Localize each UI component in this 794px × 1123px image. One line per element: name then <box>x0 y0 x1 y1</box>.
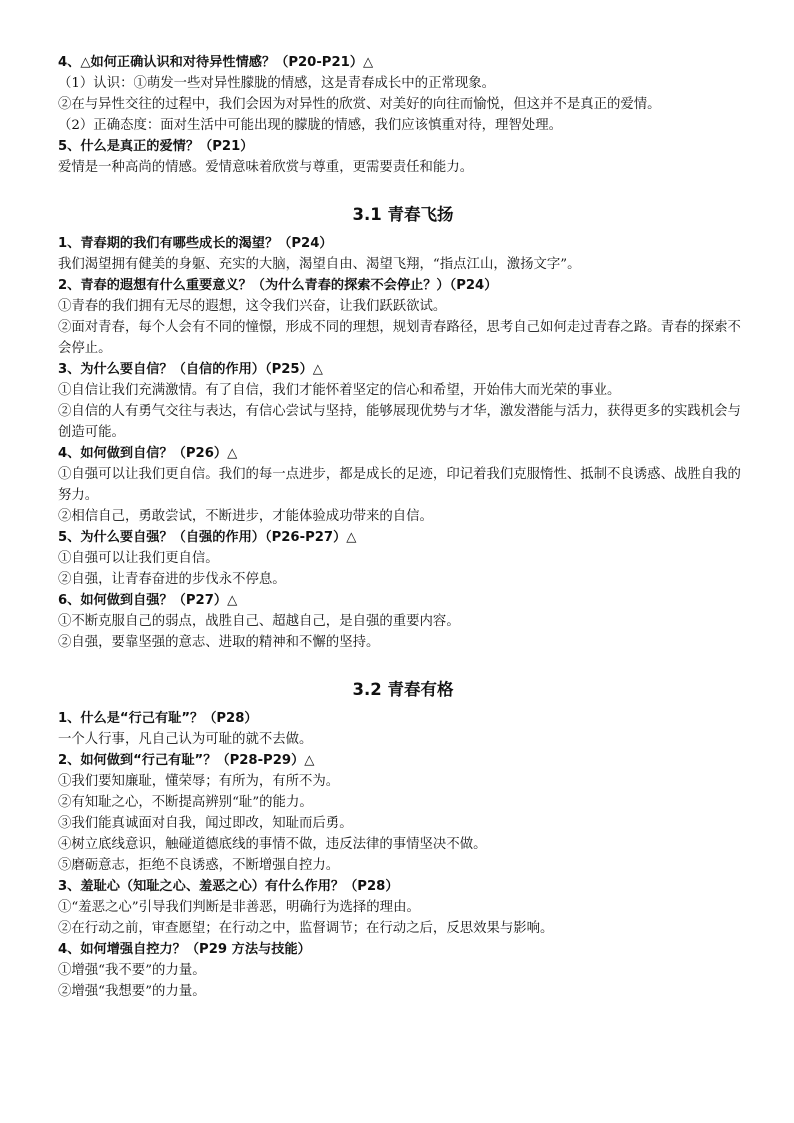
answer-line: ①“羞恶之心”引导我们判断是非善恶，明确行为选择的理由。 <box>58 900 420 915</box>
answer-line: 爱情是一种高尚的情感。爱情意味着欣赏与尊重，更需要责任和能力。 <box>58 160 474 175</box>
answer-line: ①自强可以让我们更自信。 <box>58 551 219 566</box>
question-heading: 5、什么是真正的爱情？（P21） <box>58 139 254 154</box>
document-body <box>58 52 748 1002</box>
answer-line: ⑤磨砺意志，拒绝不良诱惑，不断增强自控力。 <box>58 858 340 873</box>
answer-line: ②增强“我想要”的力量。 <box>58 984 206 999</box>
answer-line: ①不断克服自己的弱点，战胜自己、超越自己，是自强的重要内容。 <box>58 614 460 629</box>
answer-line: ②在与异性交往的过程中，我们会因为对异性的欣赏、对美好的向往而愉悦，但这并不是真正的爱情。 <box>58 97 661 112</box>
answer-line: ④树立底线意识，触碰道德底线的事情不做，违反法律的事情坚决不做。 <box>58 837 487 852</box>
answer-line: 一个人行事，凡自己认为可耻的就不去做。 <box>58 732 313 747</box>
answer-line: ②在行动之前，审查愿望；在行动之中，监督调节；在行动之后，反思效果与影响。 <box>58 921 554 936</box>
section-title: 3.2 青春有格 <box>352 680 454 699</box>
section-title: 3.1 青春飞扬 <box>352 205 454 224</box>
question-heading: 3、为什么要自信？（自信的作用）（P25）△ <box>58 362 323 377</box>
question-heading: 1、青春期的我们有哪些成长的渴望？（P24） <box>58 236 333 251</box>
question-heading: 4、△如何正确认识和对待异性情感？（P20-P21）△ <box>58 55 374 70</box>
answer-line: ②面对青春，每个人会有不同的憧憬，形成不同的理想，规划青春路径，思考自己如何走过青春之路。青春的探索不会停止。 <box>58 320 741 356</box>
answer-line: ②有知耻之心，不断提高辨别“耻”的能力。 <box>58 795 313 810</box>
question-heading: 3、羞耻心（知耻之心、羞恶之心）有什么作用？（P28） <box>58 879 399 894</box>
answer-line: ②自信的人有勇气交往与表达，有信心尝试与坚持，能够展现优势与才华，激发潜能与活力，获得更多的实践机会与创造可能。 <box>58 404 741 440</box>
question-heading: 5、为什么要自强？（自强的作用）（P26-P27）△ <box>58 530 357 545</box>
question-heading: 2、如何做到“行己有耻”？（P28-P29）△ <box>58 753 315 768</box>
question-heading: 6、如何做到自强？（P27）△ <box>58 593 238 608</box>
answer-line: ②相信自己，勇敢尝试，不断进步，才能体验成功带来的自信。 <box>58 509 433 524</box>
answer-line: ③我们能真诚面对自我，闻过即改，知耻而后勇。 <box>58 816 353 831</box>
answer-line: ①自信让我们充满激情。有了自信，我们才能怀着坚定的信心和希望，开始伟大而光荣的事业。 <box>58 383 621 398</box>
answer-line: ①我们要知廉耻，懂荣辱；有所为，有所不为。 <box>58 774 340 789</box>
answer-line: ①自强可以让我们更自信。我们的每一点进步，都是成长的足迹，印记着我们克服惰性、抵制不良诱惑、战胜自我的努力。 <box>58 467 741 503</box>
question-heading: 1、什么是“行己有耻”？（P28） <box>58 711 258 726</box>
answer-line: （2）正确态度：面对生活中可能出现的朦胧的情感，我们应该慎重对待，理智处理。 <box>58 118 562 133</box>
question-heading: 2、青春的遐想有什么重要意义？（为什么青春的探索不会停止？）（P24） <box>58 278 498 293</box>
answer-line: ①青春的我们拥有无尽的遐想，这令我们兴奋，让我们跃跃欲试。 <box>58 299 447 314</box>
answer-line: 我们渴望拥有健美的身躯、充实的大脑，渴望自由、渴望飞翔，“指点江山，激扬文字”。 <box>58 257 581 272</box>
answer-line: （1）认识：①萌发一些对异性朦胧的情感，这是青春成长中的正常现象。 <box>58 76 496 91</box>
question-heading: 4、如何做到自信？（P26）△ <box>58 446 238 461</box>
question-heading: 4、如何增强自控力？（P29 方法与技能） <box>58 942 311 957</box>
answer-line: ②自强，要靠坚强的意志、进取的精神和不懈的坚持。 <box>58 635 380 650</box>
answer-line: ①增强“我不要”的力量。 <box>58 963 206 978</box>
answer-line: ②自强，让青春奋进的步伐永不停息。 <box>58 572 286 587</box>
